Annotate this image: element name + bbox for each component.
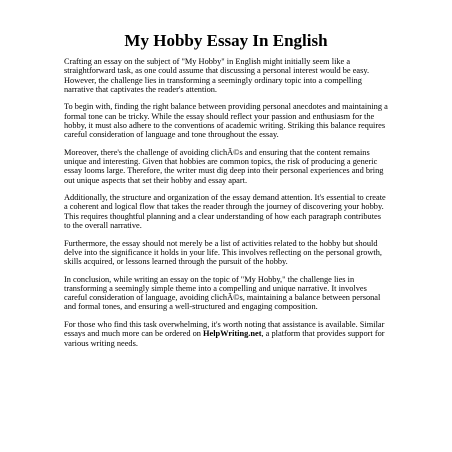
text-line: In conclusion, while writing an essay on the topic of "My Hobby," the challenge lies in <box>64 274 355 284</box>
text-line: and formal tones, and ensuring a well-structured and engaging composition. <box>64 302 318 312</box>
text-line: Moreover, there's the challenge of avoiding clichÃ©s and ensuring that the content remains <box>64 147 370 157</box>
text-line: delve into the significance it holds in your life. This involves reflecting on the personal growth, <box>64 247 382 257</box>
text-line: straightforward task, as one could assume that discussing a personal interest would be easy. <box>64 66 370 76</box>
text-line: essay looms large. Therefore, the writer must dig deep into their personal experiences and bring <box>64 166 384 176</box>
text-line-with-link <box>64 329 385 338</box>
text-line: out unique aspects that set their hobby and essay apart. <box>64 175 248 185</box>
text-line: narrative that captivates the reader's attention. <box>64 84 218 94</box>
text-line: hobby, it must also adhere to the conventions of academic writing. Striking this balance requires <box>64 120 386 130</box>
text-line: Crafting an essay on the subject of "My Hobby" in English might initially seem like a <box>64 57 351 66</box>
text-line: However, the challenge lies in transforming a seemingly ordinary topic into a compelling <box>64 75 362 85</box>
text-line: careful consideration of language, avoiding clichÃ©s, maintaining a balance between personal <box>64 293 381 303</box>
text-fragment: essays and much more can be ordered on <box>64 329 204 339</box>
closing-paragraph <box>64 320 404 348</box>
text-line: skills acquired, or lessons learned through the pursuit of the hobby. <box>64 257 288 267</box>
text-line: unique and interesting. Given that hobbies are common topics, the risk of producing a generic <box>64 157 378 167</box>
paragraph-3 <box>64 148 404 185</box>
text-line: Furthermore, the essay should not merely be a list of activities related to the hobby but should <box>64 238 378 248</box>
paragraph-6 <box>64 275 404 312</box>
paragraph-2 <box>64 102 404 139</box>
text-line: a coherent and logical flow that takes the reader through the journey of discovering your hobby. <box>64 202 384 212</box>
text-fragment: , a platform that provides support for <box>261 329 385 339</box>
document-title: My Hobby Essay In English <box>124 31 328 50</box>
text-line: Additionally, the structure and organization of the essay demand attention. It's essential to create <box>64 193 386 203</box>
text-line: transforming a seemingly simple theme into a compelling and unique narrative. It involves <box>64 283 367 293</box>
text-line: This requires thoughtful planning and a clear understanding of how each paragraph contributes <box>64 211 381 221</box>
paragraph-5 <box>64 239 404 267</box>
text-line: For those who find this task overwhelming, it's worth noting that assistance is available. Similar <box>64 319 385 329</box>
text-line: various writing needs. <box>64 338 138 348</box>
helpwriting-link[interactable]: HelpWriting.net <box>203 329 262 339</box>
text-line: to the overall narrative. <box>64 221 142 231</box>
paragraph-4 <box>64 193 404 230</box>
document-body <box>64 57 404 356</box>
paragraph-1 <box>64 57 404 94</box>
text-line: formal tone can be tricky. While the essay should reflect your passion and enthusiasm for the <box>64 111 375 121</box>
text-line: To begin with, finding the right balance between providing personal anecdotes and maintaining a <box>64 102 388 112</box>
text-line: careful consideration of language and tone throughout the essay. <box>64 130 279 140</box>
